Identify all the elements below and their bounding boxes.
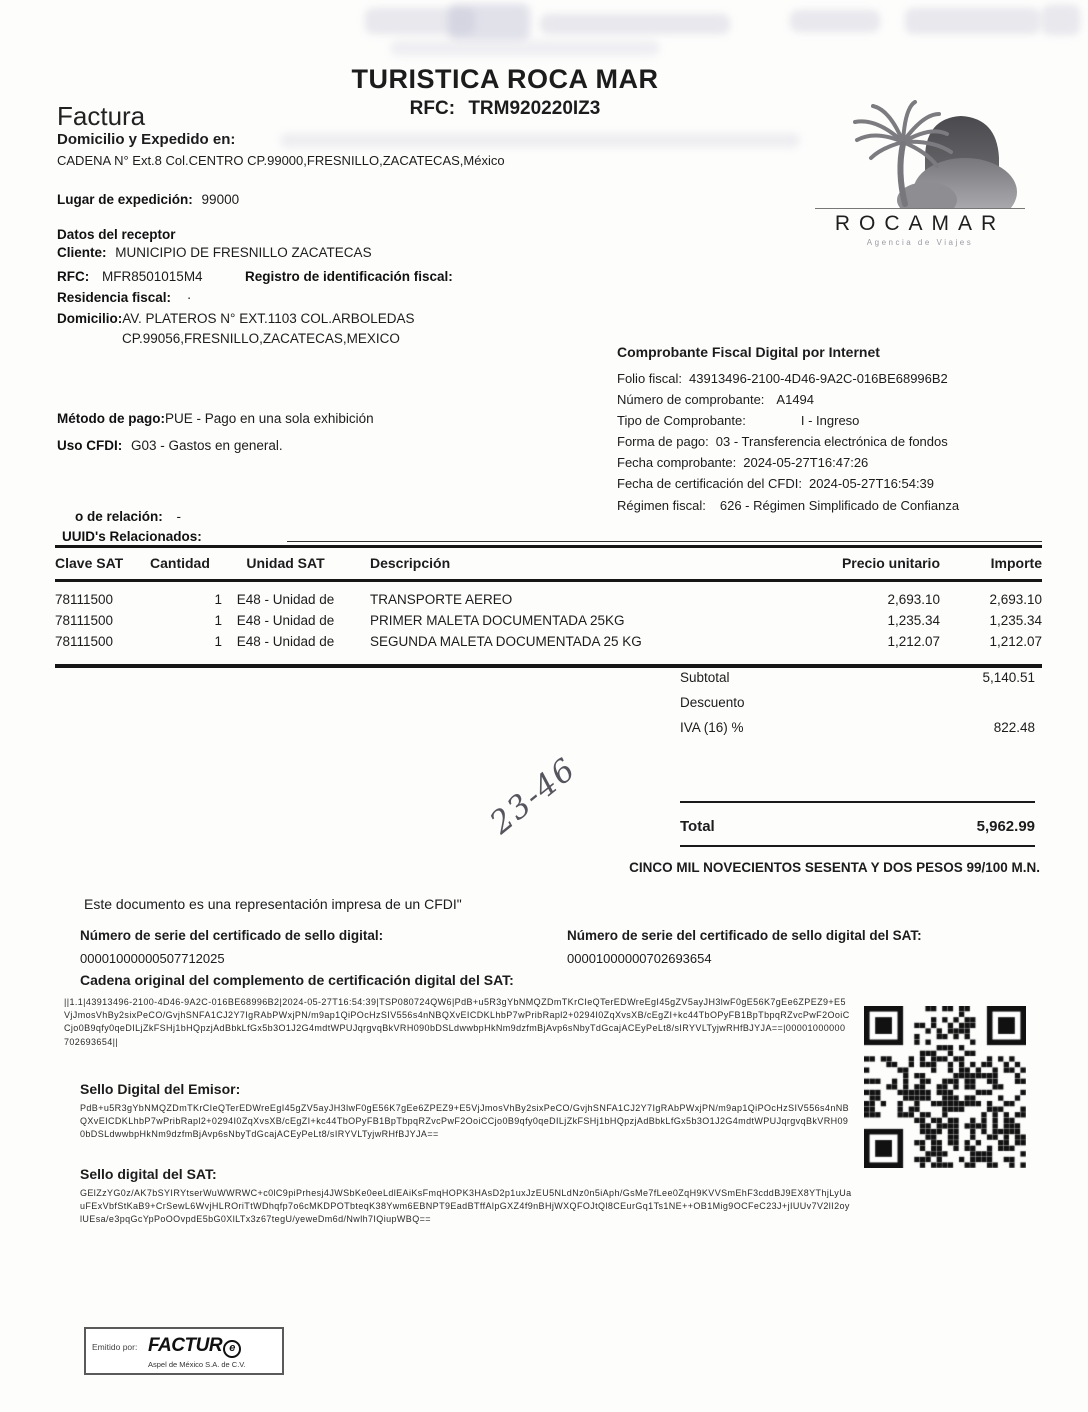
subtotal-value: 5,140.51 bbox=[982, 670, 1035, 685]
original-chain-text: ||1.1|43913496-2100-4D46-9A2C-016BE68996B2|2024-05-27T16:54:39|TSP080724QW6|PdB+u5R3gYbNMQZDmTKrCIeQTerEDWreEgI45gZV5ayJH3lwF0gE56K7gEe6ZPEZ9+E5VjJmosVhBy2sixPeCO/GvjhSNFA1CJ2Y7IgRAbPWxjPN/m9ap1QiPOcHzSIV556s4nNBQXvEICDKLhbP7wPribRapl2+0294I0ZqXvsXB/cEgZI+kc44TbOPyFB1BpTbpqRZvcPwF2OoiCCjo0B9qfy0qeDILjZkFSHj1bHQpzjAdBbkLfGx5b3O1J2G4mdtWPUJqrgvqBkVRH090bDSLdwwbpHkNm9dzfmBjAvp6sNbyTdGcajACEyPeLt8/sIRYVLTyjwRHfBJYJA==|00001000000702693654|| bbox=[64, 997, 850, 1047]
cfdi-section-title: Comprobante Fiscal Digital por Internet bbox=[617, 344, 880, 360]
cfdi-number-value: A1494 bbox=[776, 392, 815, 407]
logo-tagline: Agencia de Viajes bbox=[866, 238, 974, 247]
cell-clave: 78111500 bbox=[55, 592, 114, 607]
receiver-section-label: Datos del receptor bbox=[57, 227, 176, 242]
stamp-brand bbox=[148, 1335, 241, 1358]
payment-method-row bbox=[57, 411, 374, 426]
cell-unidad: E48 - Unidad de bbox=[236, 592, 335, 607]
cell-importe: 1,235.34 bbox=[989, 613, 1042, 628]
cell-cantidad: 1 bbox=[214, 613, 222, 628]
cfdi-cert-date-value: 2024-05-27T16:54:39 bbox=[808, 476, 935, 491]
issuer-address: CADENA N° Ext.8 Col.CENTRO CP.99000,FRESNILLO,ZACATECAS,México bbox=[57, 153, 505, 168]
col-header-clave-sat: Clave SAT bbox=[55, 555, 124, 571]
total-row bbox=[680, 818, 1035, 835]
scan-artifact bbox=[390, 40, 660, 56]
cell-clave: 78111500 bbox=[55, 613, 114, 628]
e-circle-icon: e bbox=[223, 1340, 241, 1358]
place-of-issue-label: Lugar de expedición: bbox=[57, 192, 193, 207]
items-table bbox=[55, 545, 1042, 668]
cfdi-number-label: Número de comprobante: bbox=[617, 392, 765, 407]
cell-precio: 2,693.10 bbox=[887, 592, 940, 607]
cfdi-date-row bbox=[617, 455, 1077, 470]
col-header-precio-unitario: Precio unitario bbox=[841, 555, 940, 571]
relation-label: o de relación: bbox=[75, 509, 163, 524]
cell-descripcion: SEGUNDA MALETA DOCUMENTADA 25 KG bbox=[370, 634, 642, 649]
company-rfc-value: TRM920220IZ3 bbox=[468, 98, 601, 119]
scan-artifact bbox=[1042, 5, 1080, 35]
scan-artifact bbox=[790, 10, 880, 32]
printed-cfdi-note: Este documento es una representación impresa de un CFDI" bbox=[84, 896, 462, 912]
cell-unidad: E48 - Unidad de bbox=[236, 613, 335, 628]
discount-label: Descuento bbox=[680, 695, 745, 710]
subtotal-label: Subtotal bbox=[680, 670, 730, 685]
discount-row bbox=[680, 695, 1035, 710]
rocamar-logo bbox=[815, 100, 1025, 250]
scan-artifact bbox=[448, 4, 530, 40]
cfdi-cert-date-label: Fecha de certificación del CFDI: bbox=[617, 476, 802, 491]
total-value: 5,962.99 bbox=[976, 818, 1035, 835]
fiscal-residence-value: · bbox=[186, 290, 192, 305]
sat-seal-label: Sello digital del SAT: bbox=[80, 1166, 217, 1182]
place-of-issue bbox=[57, 192, 239, 207]
scan-artifact bbox=[905, 8, 1040, 34]
cfdi-number-row bbox=[617, 392, 1077, 407]
cell-descripcion: PRIMER MALETA DOCUMENTADA 25KG bbox=[370, 613, 625, 628]
col-header-cantidad: Cantidad bbox=[150, 555, 210, 571]
client-name: MUNICIPIO DE FRESNILLO ZACATECAS bbox=[115, 245, 372, 260]
cfdi-date-label: Fecha comprobante: bbox=[617, 455, 737, 470]
client-address-row bbox=[57, 311, 415, 326]
divider bbox=[680, 845, 1035, 847]
col-header-unidad-sat: Unidad SAT bbox=[246, 555, 325, 571]
client-address-line1: AV. PLATEROS N° EXT.1103 COL.ARBOLEDAS bbox=[122, 311, 415, 326]
facture-stamp bbox=[84, 1327, 284, 1375]
logo-wordmark: ROCAMAR bbox=[815, 208, 1025, 236]
company-name: TURISTICA ROCA MAR bbox=[351, 64, 659, 94]
client-rfc-value: MFR8501015M4 bbox=[102, 269, 203, 284]
cell-cantidad: 1 bbox=[214, 592, 222, 607]
company-rfc-label: RFC: bbox=[409, 98, 456, 119]
fiscal-residence-label: Residencia fiscal: bbox=[57, 290, 172, 305]
client-rfc-row bbox=[57, 269, 203, 284]
cell-importe: 1,212.07 bbox=[989, 634, 1042, 649]
client-label: Cliente: bbox=[57, 245, 107, 260]
seal-serial-label: Número de serie del certificado de sello digital: bbox=[80, 928, 384, 943]
issuer-seal-text: PdB+u5R3gYbNMQZDmTKrCIeQTerEDWreEgI45gZV5ayJH3lwF0gE56K7gEe6ZPEZ9+E5VjJmosVhBy2sixPeCO/GvjhSNFA1CJ2Y7IgRAbPWxjPN/m9ap1QiPOcHzSIV556s4nNBQXvEICDKLhbP7wPribRapl2+0294I0ZqXvsXB/cEgZI+kc44TbOPyFB1BpTbpqRZvcPwF2OoiCCjo0B9qfy0qeDILjZkFSHj1bHQpzjAdBbkLfGx5b3O1J2G4mdtWPUJqrgvqBkVRH090bDSLdwwbpHkNm9dzfmBjAvp6sNbyTdGcajACEyPeLt8/sIRYVLTyjwRHfBJYJA== bbox=[80, 1103, 850, 1140]
client-rfc-label: RFC: bbox=[57, 269, 90, 284]
tax-row bbox=[680, 720, 1035, 735]
stamp-emitido-label: Emitido por: bbox=[92, 1342, 138, 1352]
stamp-subtext: Aspel de México S.A. de C.V. bbox=[148, 1360, 246, 1369]
cell-precio: 1,235.34 bbox=[887, 613, 940, 628]
fiscal-id-label: Registro de identificación fiscal: bbox=[245, 269, 453, 284]
tax-value: 822.48 bbox=[993, 720, 1035, 735]
cfdi-payment-form-row bbox=[617, 434, 1077, 449]
stamp-brand-text: FACTUR bbox=[148, 1335, 223, 1356]
cell-descripcion: TRANSPORTE AEREO bbox=[370, 592, 513, 607]
cfdi-regime-value: 626 - Régimen Simplificado de Confianza bbox=[719, 498, 960, 513]
cfdi-use-row bbox=[57, 438, 283, 453]
cfdi-regime-row bbox=[617, 498, 1077, 513]
cell-clave: 78111500 bbox=[55, 634, 114, 649]
payment-method-label: Método de pago: bbox=[57, 411, 165, 426]
sat-seal-text: GElZzYG0z/AK7bSYIRYtserWuWWRWC+c0lC9piPrhesj4JWSbKe0eeLdlEAiKsFmqHOPK3HAsD2p1uxJzEU5NLdNz0n5iAph/GsMe7fLee0ZqH9KVVSmEhF3cddBJ9EX8YThjLyUauFExVbfStKaB9+CrSewL6WvjHLROriTtWDhqfp7o6cMKDPOTbteqK38Ywm6EBNPT9EadBTffAlpGXZ4f9nBHjWXQFOJtQl8CEurGq1Ts1NE++OB1Mig9OCFeC23J+jIUUv7V2lI2oylUEsa/e3pqGcYpPoOOvpdE5bG0XlLTx3z67tegU/yeweDm6d/Nwlh7IQiupWBQ== bbox=[80, 1188, 852, 1225]
divider bbox=[680, 801, 1035, 803]
cfdi-use-value: G03 - Gastos en general. bbox=[131, 438, 283, 453]
cfdi-payment-form-label: Forma de pago: bbox=[617, 434, 709, 449]
cfdi-use-label: Uso CFDI: bbox=[57, 438, 123, 453]
tax-label: IVA (16) % bbox=[680, 720, 744, 735]
cfdi-folio-row bbox=[617, 371, 1077, 386]
client-address-line2: CP.99056,FRESNILLO,ZACATECAS,MEXICO bbox=[122, 331, 400, 346]
items-table-header bbox=[55, 548, 1042, 582]
cfdi-folio-label: Folio fiscal: bbox=[617, 371, 683, 386]
seal-serial-value: 00001000000507712025 bbox=[80, 951, 225, 966]
relation-value: - bbox=[176, 509, 182, 524]
document-title: Factura bbox=[57, 101, 146, 131]
cell-unidad: E48 - Unidad de bbox=[236, 634, 335, 649]
cell-cantidad: 1 bbox=[214, 634, 222, 649]
cell-precio: 1,212.07 bbox=[887, 634, 940, 649]
palm-tree-icon bbox=[815, 100, 1025, 208]
cfdi-date-value: 2024-05-27T16:47:26 bbox=[743, 455, 869, 470]
scan-artifact bbox=[280, 133, 800, 148]
subtotal-row bbox=[680, 670, 1035, 685]
divider bbox=[287, 541, 1042, 542]
sat-qr-code bbox=[864, 1006, 1026, 1168]
scan-artifact bbox=[540, 14, 730, 34]
place-of-issue-value: 99000 bbox=[201, 192, 240, 207]
table-row bbox=[55, 589, 1042, 610]
table-row bbox=[55, 610, 1042, 631]
client-address-label: Domicilio: bbox=[57, 311, 123, 326]
cfdi-type-row bbox=[617, 413, 1077, 428]
col-header-importe: Importe bbox=[990, 555, 1042, 571]
payment-method-value: PUE - Pago en una sola exhibición bbox=[165, 411, 374, 426]
handwritten-note: 23-46 bbox=[483, 750, 584, 842]
original-chain-label: Cadena original del complemento de certificación digital del SAT: bbox=[80, 972, 514, 988]
cell-importe: 2,693.10 bbox=[989, 592, 1042, 607]
cfdi-regime-label: Régimen fiscal: bbox=[617, 498, 706, 513]
sat-seal-serial-label: Número de serie del certificado de sello digital del SAT: bbox=[567, 928, 922, 943]
cfdi-folio-value: 43913496-2100-4D46-9A2C-016BE68996B2 bbox=[689, 371, 948, 386]
items-table-body bbox=[55, 582, 1042, 664]
cfdi-type-label: Tipo de Comprobante: bbox=[617, 413, 746, 428]
relation-row bbox=[75, 509, 181, 524]
client-row bbox=[57, 245, 372, 260]
table-row bbox=[55, 631, 1042, 652]
cfdi-type-value: I - Ingreso bbox=[800, 413, 860, 428]
related-uuids-label: UUID's Relacionados: bbox=[62, 529, 202, 544]
cfdi-payment-form-value: 03 - Transferencia electrónica de fondos bbox=[715, 434, 948, 449]
col-header-descripcion: Descripción bbox=[370, 555, 451, 571]
cfdi-cert-date-row bbox=[617, 476, 1077, 491]
sat-seal-serial-value: 00001000000702693654 bbox=[567, 951, 712, 966]
amount-in-words: CINCO MIL NOVECIENTOS SESENTA Y DOS PESOS 99/100 M.N. bbox=[629, 860, 1040, 875]
issuer-seal-label: Sello Digital del Emisor: bbox=[80, 1081, 241, 1097]
total-label: Total bbox=[680, 818, 715, 835]
fiscal-residence-row bbox=[57, 290, 191, 305]
issued-at-label: Domicilio y Expedido en: bbox=[57, 131, 236, 148]
